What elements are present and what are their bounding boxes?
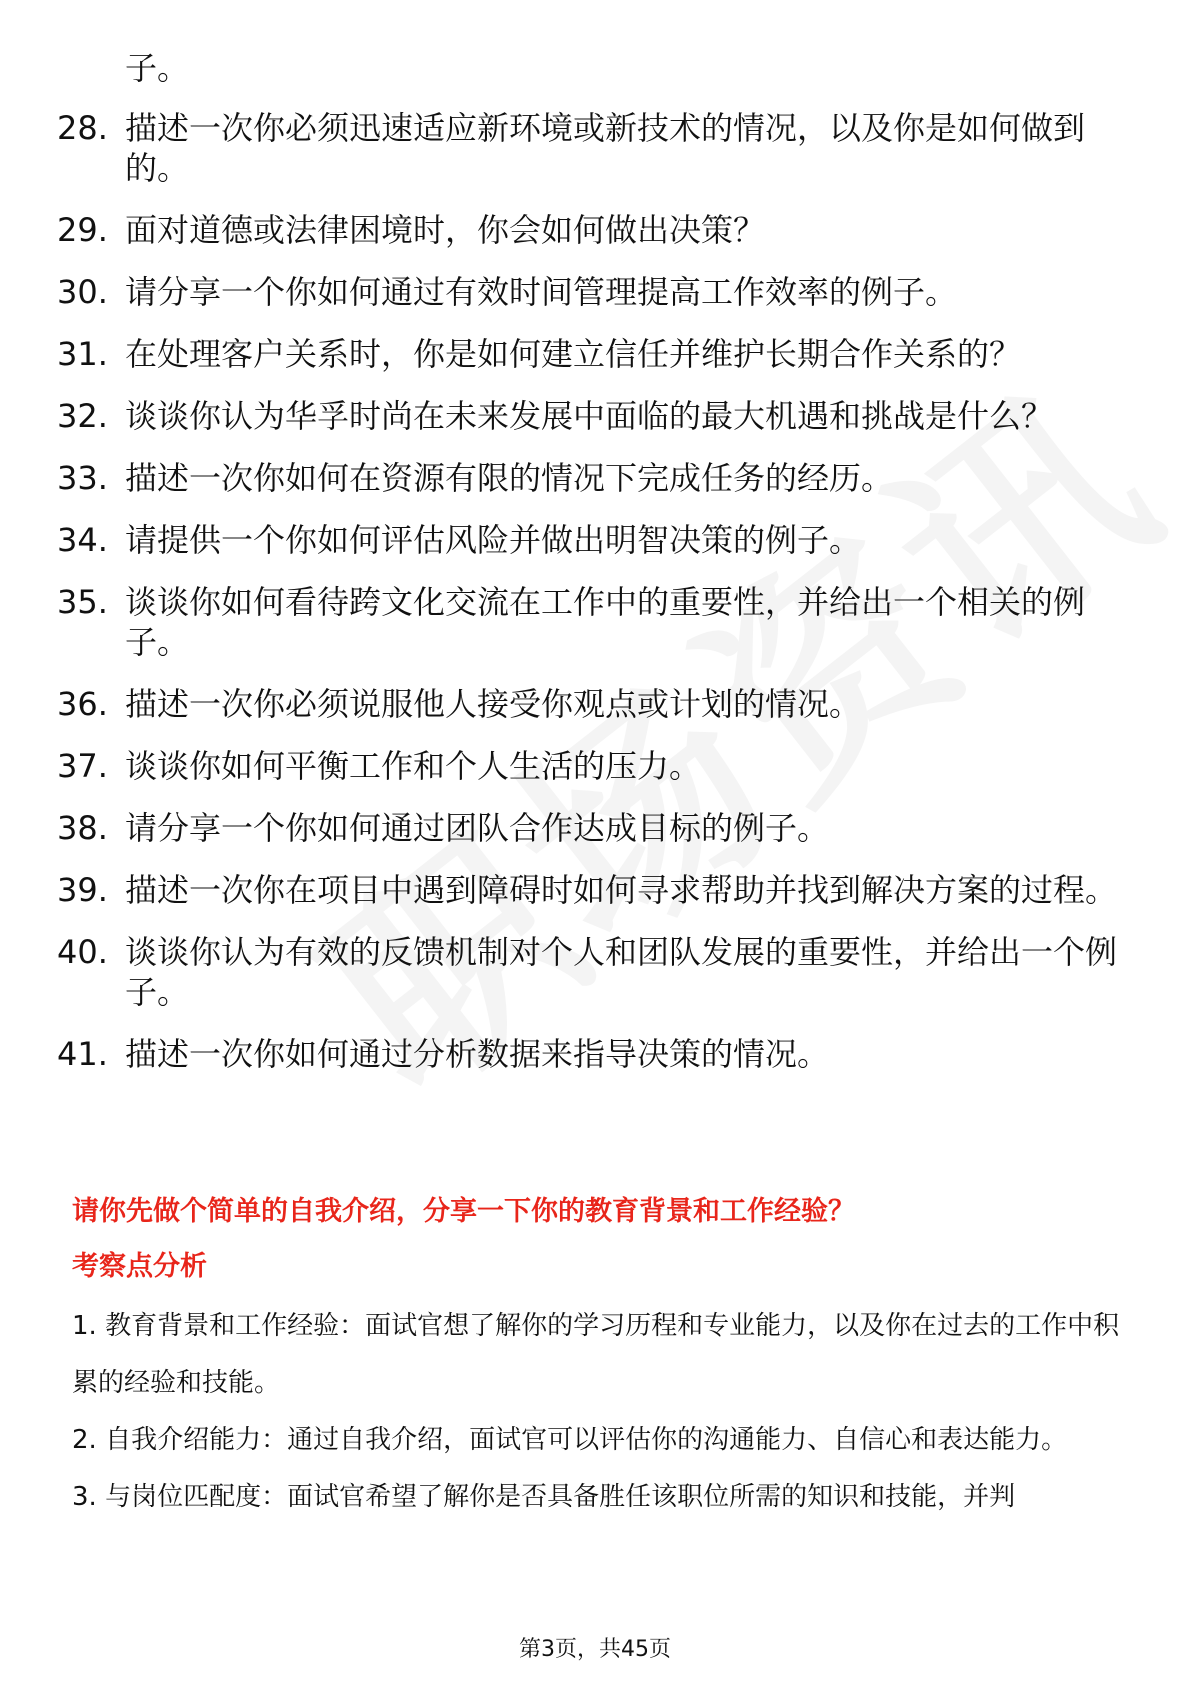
question-number: 36. [57, 685, 108, 723]
question-number: 28. [57, 109, 108, 147]
question-number: 33. [57, 459, 108, 497]
list-item [57, 870, 1137, 910]
question-number: 29. [57, 211, 108, 249]
question-text: 请分享一个你如何通过团队合作达成目标的例子。 [125, 809, 830, 847]
list-item [57, 396, 1137, 436]
answer-section [72, 1195, 1122, 1526]
question-number: 41. [57, 1035, 108, 1073]
analysis-point: 2. 自我介绍能力：通过自我介绍，面试官可以评估你的沟通能力、自信心和表达能力。 [72, 1425, 1068, 1455]
question-text: 请分享一个你如何通过有效时间管理提高工作效率的例子。 [125, 273, 958, 311]
question-number: 34. [57, 521, 108, 559]
question-number [57, 48, 125, 88]
question-number: 40. [57, 933, 108, 971]
question-number: 35. [57, 583, 108, 621]
question-text: 请提供一个你如何评估风险并做出明智决策的例子。 [125, 521, 862, 559]
question-number: 37. [57, 747, 108, 785]
list-item [57, 808, 1137, 848]
section-heading: 请你先做个简单的自我介绍，分享一下你的教育背景和工作经验？ [72, 1196, 855, 1227]
question-text: 子。 [125, 49, 190, 87]
question-list [57, 48, 1137, 1096]
question-text: 描述一次你必须迅速适应新环境或新技术的情况，以及你是如何做到的。 [125, 109, 1086, 187]
question-text: 谈谈你认为有效的反馈机制对个人和团队发展的重要性，并给出一个例子。 [125, 933, 1118, 1011]
analysis-point: 1. 教育背景和工作经验：面试官想了解你的学习历程和专业能力，以及你在过去的工作中积累的经验和技能。 [72, 1311, 1120, 1398]
question-number: 32. [57, 397, 108, 435]
question-text: 描述一次你如何通过分析数据来指导决策的情况。 [125, 1035, 830, 1073]
list-item [57, 746, 1137, 786]
list-item [57, 582, 1137, 662]
question-text: 谈谈你如何看待跨文化交流在工作中的重要性，并给出一个相关的例子。 [125, 583, 1086, 661]
list-item [57, 520, 1137, 560]
question-text: 谈谈你认为华孚时尚在未来发展中面临的最大机遇和挑战是什么？ [125, 397, 1054, 435]
question-text: 面对道德或法律困境时，你会如何做出决策？ [125, 211, 766, 249]
section-subheading: 考察点分析 [72, 1251, 207, 1282]
question-text: 描述一次你在项目中遇到障碍时如何寻求帮助并找到解决方案的过程。 [125, 871, 1118, 909]
question-number: 39. [57, 871, 108, 909]
page-footer: 第3页，共45页 [519, 1637, 671, 1662]
question-number: 38. [57, 809, 108, 847]
list-item [57, 684, 1137, 724]
list-item [57, 458, 1137, 498]
question-text: 在处理客户关系时，你是如何建立信任并维护长期合作关系的？ [125, 335, 1022, 373]
question-number: 31. [57, 335, 108, 373]
question-text: 谈谈你如何平衡工作和个人生活的压力。 [125, 747, 702, 785]
analysis-point: 3. 与岗位匹配度：面试官希望了解你是否具备胜任该职位所需的知识和技能，并判 [72, 1482, 1016, 1512]
list-item [57, 1034, 1137, 1074]
list-item [57, 334, 1137, 374]
question-number: 30. [57, 273, 108, 311]
list-item [57, 272, 1137, 312]
question-text: 描述一次你必须说服他人接受你观点或计划的情况。 [125, 685, 862, 723]
list-item [57, 48, 1137, 88]
list-item [57, 932, 1137, 1012]
list-item [57, 210, 1137, 250]
list-item [57, 108, 1137, 188]
question-text: 描述一次你如何在资源有限的情况下完成任务的经历。 [125, 459, 894, 497]
